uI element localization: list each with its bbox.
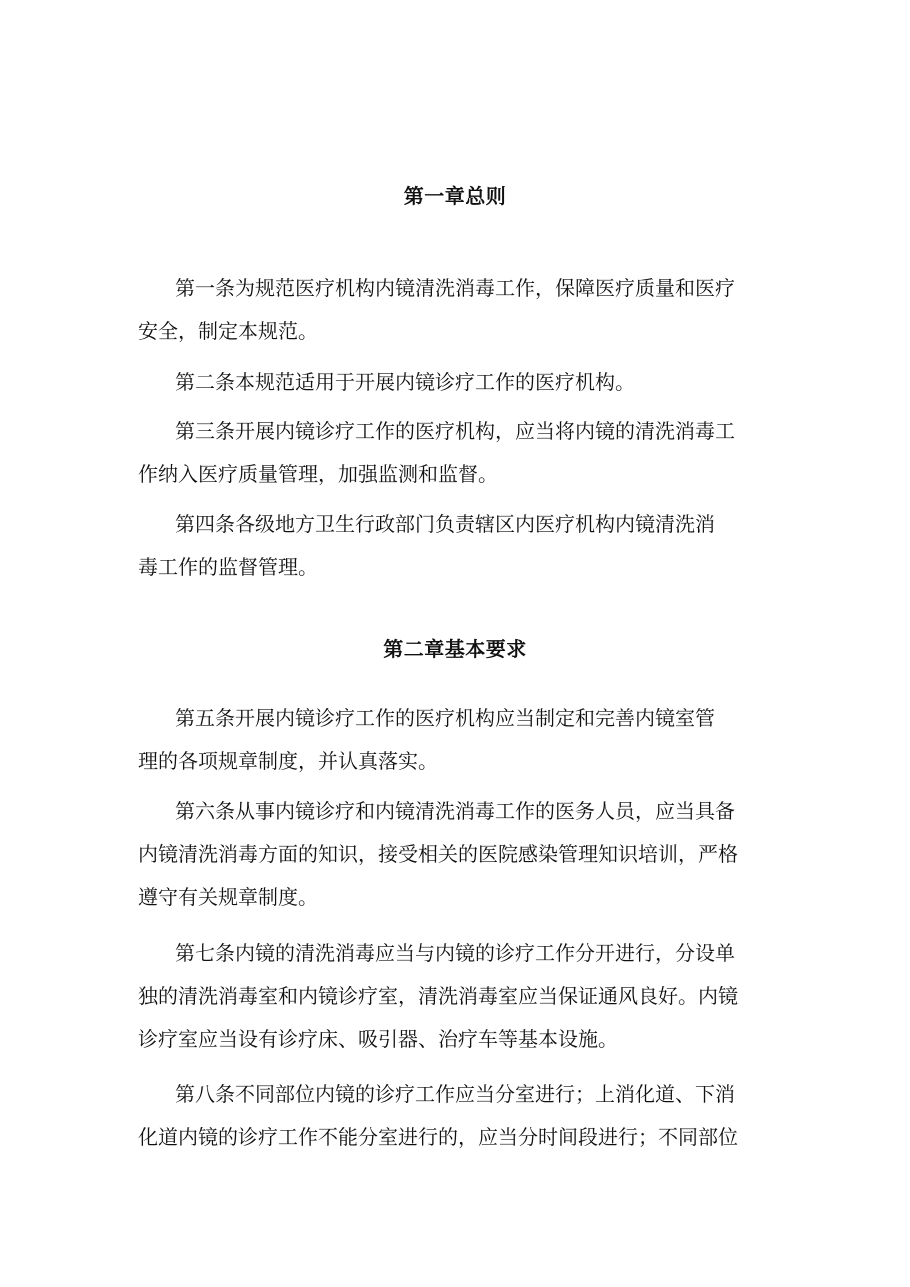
article-7 — [138, 932, 778, 1061]
article-7-line-1: 第七条内镜的清洗消毒应当与内镜的诊疗工作分开进行，分设单 — [175, 941, 735, 965]
article-6-line-2: 内镜清洗消毒方面的知识，接受相关的医院感染管理知识培训，严格 — [138, 842, 738, 866]
article-1-line-1: 第一条为规范医疗机构内镜清洗消毒工作，保障医疗质量和医疗 — [175, 276, 735, 300]
article-7-line-3: 诊疗室应当设有诊疗床、吸引器、治疗车等基本设施。 — [138, 1027, 618, 1051]
article-3-line-2: 作纳入医疗质量管理，加强监测和监督。 — [138, 462, 498, 486]
chapter-1-title: 第一章总则 — [403, 184, 507, 208]
article-6-line-3: 遵守有关规章制度。 — [138, 885, 318, 909]
article-2 — [138, 361, 778, 404]
article-4-line-1: 第四条各级地方卫生行政部门负责辖区内医疗机构内镜清洗消 — [175, 512, 715, 536]
article-1 — [138, 267, 778, 353]
article-3 — [138, 410, 778, 496]
chapter-2-title: 第二章基本要求 — [383, 637, 527, 661]
article-8 — [138, 1073, 778, 1159]
article-4-line-2: 毒工作的监督管理。 — [138, 555, 318, 579]
article-2-line-1: 第二条本规范适用于开展内镜诊疗工作的医疗机构。 — [175, 370, 635, 394]
article-8-line-2: 化道内镜的诊疗工作不能分室进行的，应当分时间段进行；不同部位 — [138, 1125, 738, 1149]
article-3-line-1: 第三条开展内镜诊疗工作的医疗机构，应当将内镜的清洗消毒工 — [175, 419, 735, 443]
article-6-line-1: 第六条从事内镜诊疗和内镜清洗消毒工作的医务人员，应当具备 — [175, 799, 735, 823]
article-5 — [138, 697, 778, 783]
article-5-line-1: 第五条开展内镜诊疗工作的医疗机构应当制定和完善内镜室管 — [175, 706, 715, 730]
article-1-line-2: 安全，制定本规范。 — [138, 319, 318, 343]
article-6 — [138, 790, 778, 919]
article-4 — [138, 503, 778, 589]
article-5-line-2: 理的各项规章制度，并认真落实。 — [138, 749, 438, 773]
article-7-line-2: 独的清洗消毒室和内镜诊疗室，清洗消毒室应当保证通风良好。内镜 — [138, 984, 738, 1008]
article-8-line-1: 第八条不同部位内镜的诊疗工作应当分室进行；上消化道、下消 — [175, 1082, 735, 1106]
